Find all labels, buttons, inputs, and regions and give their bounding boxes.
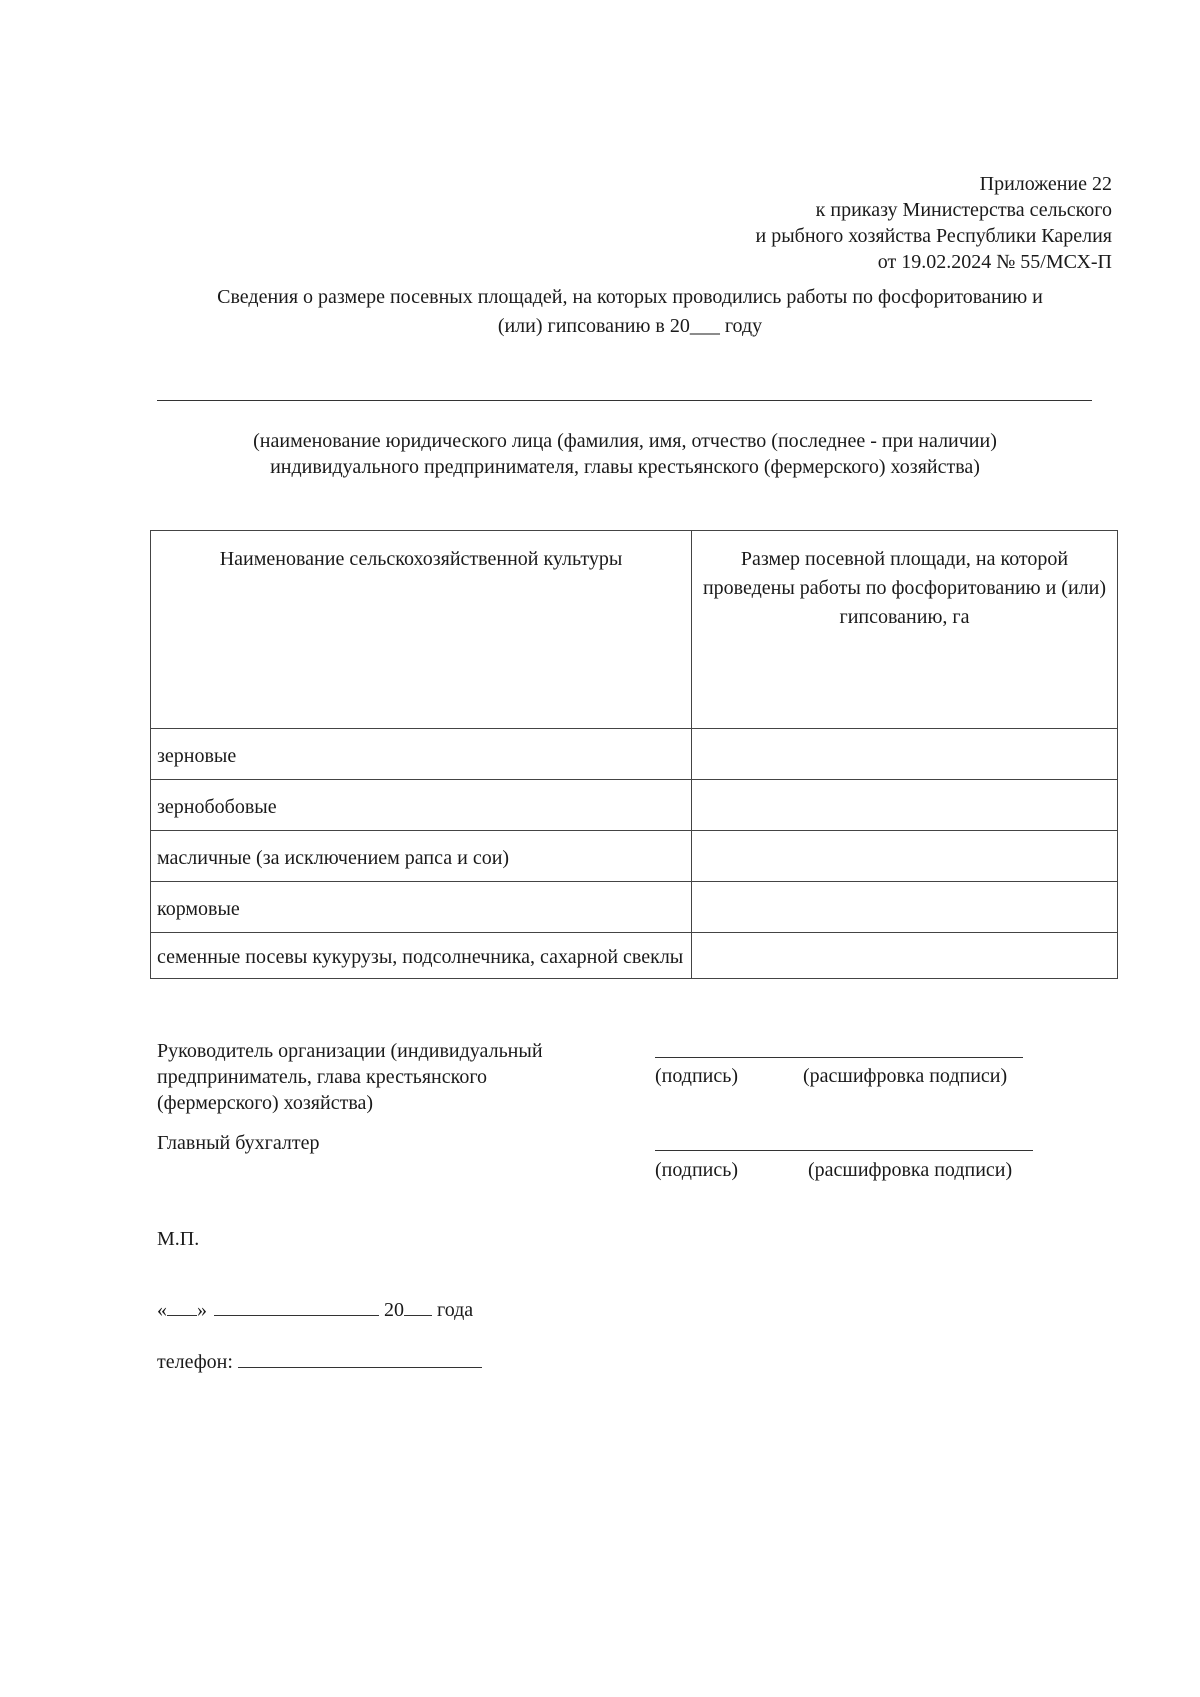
date-year-prefix: 20: [384, 1299, 404, 1321]
head-label-line1: Руководитель организации (индивидуальный: [157, 1040, 543, 1062]
org-caption-line1: (наименование юридического лица (фамилия, имя, отчество (последнее - при наличии): [253, 430, 997, 452]
accountant-label: Главный бухгалтер: [157, 1132, 320, 1154]
accountant-decode-caption: (расшифровка подписи): [808, 1159, 1013, 1181]
head-decode-caption: (расшифровка подписи): [803, 1065, 1008, 1087]
header-crop-name: Наименование сельскохозяйственной культуры: [151, 531, 692, 729]
accountant-signature-line[interactable]: [655, 1150, 1033, 1151]
crop-name-cell: масличные (за исключением рапса и сои): [151, 831, 692, 882]
title-line1: Сведения о размере посевных площадей, на которых проводились работы по фосфоритованию и: [217, 286, 1043, 308]
phone-line: [157, 1349, 482, 1374]
document-title: [160, 283, 1100, 341]
table-row: [151, 831, 1118, 882]
order-reference-line1: к приказу Министерства сельского: [815, 199, 1112, 221]
date-suffix: года: [437, 1299, 474, 1321]
date-close-quote: »: [197, 1299, 207, 1321]
date-year-field[interactable]: [404, 1297, 432, 1316]
date-line: [157, 1297, 473, 1322]
crop-area-table: [150, 530, 1118, 979]
area-value-cell[interactable]: [692, 933, 1118, 979]
crop-name-cell: зернобобовые: [151, 780, 692, 831]
crop-name-cell: семенные посевы кукурузы, подсолнечника, сахарной свеклы: [151, 933, 692, 979]
table-row: [151, 933, 1118, 979]
crop-name-cell: зерновые: [151, 729, 692, 780]
title-line2: (или) гипсованию в 20___ году: [497, 315, 763, 337]
area-value-cell[interactable]: [692, 729, 1118, 780]
date-month-field[interactable]: [214, 1297, 379, 1316]
date-open-quote: «: [157, 1299, 167, 1321]
appendix-number: Приложение 22: [979, 173, 1112, 195]
phone-field[interactable]: [238, 1349, 482, 1368]
accountant-signature-caption: (подпись): [655, 1159, 739, 1181]
order-date-number: от 19.02.2024 № 55/МСХ-П: [877, 251, 1112, 273]
head-signature-label: [157, 1038, 543, 1116]
phone-label: телефон:: [157, 1351, 233, 1373]
organization-name-caption: [150, 428, 1100, 480]
appendix-header: [756, 171, 1112, 275]
org-caption-line2: индивидуального предпринимателя, главы крестьянского (фермерского) хозяйства): [270, 456, 980, 478]
table-row: [151, 729, 1118, 780]
head-label-line3: (фермерского) хозяйства): [157, 1092, 374, 1114]
table-row: [151, 780, 1118, 831]
crop-name-cell: кормовые: [151, 882, 692, 933]
organization-name-field[interactable]: [157, 400, 1092, 401]
order-reference-line2: и рыбного хозяйства Республики Карелия: [755, 225, 1112, 247]
date-day-field[interactable]: [167, 1297, 197, 1316]
head-signature-caption: (подпись): [655, 1065, 739, 1087]
area-value-cell[interactable]: [692, 780, 1118, 831]
area-value-cell[interactable]: [692, 882, 1118, 933]
header-area-size: Размер посевной площади, на которой проведены работы по фосфоритованию и (или) гипсованию, га: [692, 531, 1118, 729]
table-header-row: [151, 531, 1118, 729]
stamp-placeholder: М.П.: [157, 1228, 200, 1250]
table-row: [151, 882, 1118, 933]
area-value-cell[interactable]: [692, 831, 1118, 882]
head-signature-line[interactable]: [655, 1057, 1023, 1058]
head-label-line2: предприниматель, глава крестьянского: [157, 1066, 488, 1088]
